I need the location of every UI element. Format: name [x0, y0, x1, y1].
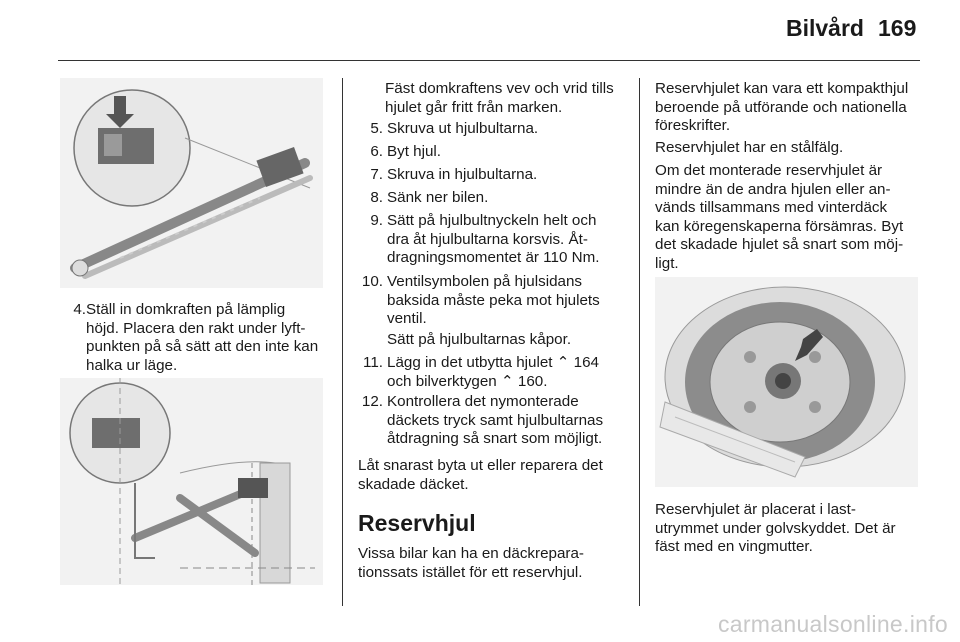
- spare-wheel-paragraph-3: [655, 162, 945, 273]
- column-divider-1: [342, 78, 343, 606]
- page-section-title: Bilvård: [786, 15, 864, 41]
- line: Kontrollera det nymonterade: [387, 393, 579, 410]
- line: Ställ in domkraften på lämplig: [86, 301, 286, 318]
- line: ventil.: [387, 310, 427, 327]
- line: föreskrifter.: [655, 117, 731, 134]
- section-intro-paragraph: [358, 545, 638, 582]
- line: halka ur läge.: [86, 356, 178, 374]
- spare-wheel-figure: [655, 277, 918, 487]
- line: Ventilsymbolen på hjulsidans: [387, 273, 583, 290]
- line: Om det monterade reservhjulet är: [655, 162, 883, 179]
- list-text: [86, 301, 318, 375]
- spare-wheel-paragraph-1: [655, 80, 945, 136]
- list-text: [387, 212, 599, 268]
- line: tionssats istället för ett reservhjul.: [358, 563, 583, 581]
- list-number: 11.: [363, 354, 383, 371]
- list-text: [387, 143, 441, 162]
- list-number: 5.: [370, 120, 383, 137]
- line: det skadade hjulet så snart som möj-: [655, 236, 904, 253]
- list-text: [387, 189, 488, 208]
- line: åtdragning så snart som möjligt.: [387, 430, 603, 447]
- line: Sätt på hjulbultnyckeln helt och: [387, 212, 597, 229]
- line: Skruva ut hjulbultarna.: [387, 120, 539, 137]
- spare-wheel-paragraph-4: [655, 501, 945, 557]
- jack-closeup-illustration-icon: [60, 78, 323, 288]
- watermark: carmanualsonline.info: [717, 611, 948, 637]
- list-text: [387, 120, 538, 139]
- list-text: [387, 331, 571, 350]
- list-number: 10.: [361, 273, 383, 290]
- list-number: 6.: [370, 143, 383, 160]
- column-divider-2: [639, 78, 640, 606]
- line: Skruva in hjulbultarna.: [387, 166, 538, 183]
- page-reference-line[interactable]: och bilverktygen ⌃ 160.: [387, 372, 548, 390]
- line: dra åt hjulbultarna korsvis. Åt-: [387, 230, 588, 248]
- page-number: 169: [878, 15, 917, 41]
- line: punkten på så sätt att den inte kan: [86, 338, 319, 355]
- line: skadade däcket.: [358, 475, 469, 493]
- line: vänds tillsammans med vinterdäck: [655, 199, 888, 216]
- list-text: [387, 393, 603, 449]
- line: dragningsmomentet är 110 Nm.: [387, 249, 600, 266]
- line: Reservhjulet kan vara ett kompakthjul: [655, 80, 909, 97]
- line: Vissa bilar kan ha en däckrepara-: [358, 545, 584, 562]
- list-number: 9.: [370, 212, 383, 229]
- line: baksida måste peka mot hjulets: [387, 291, 600, 309]
- step-continuation: [385, 80, 635, 117]
- list-number: 7.: [370, 166, 383, 183]
- jack-closeup-figure: [60, 78, 323, 288]
- page-reference-line[interactable]: Lägg in det utbytta hjulet ⌃ 164: [387, 354, 600, 371]
- list-number: 8.: [370, 189, 383, 206]
- line: utrymmet under golvskyddet. Det är: [655, 519, 896, 537]
- list-number: 4.: [73, 301, 86, 318]
- line: Fäst domkraftens vev och vrid tills: [385, 80, 614, 97]
- line: Byt hjul.: [387, 143, 442, 160]
- line: hjulet går fritt från marken.: [385, 98, 563, 116]
- line: kan köregenskaperna försämras. Byt: [655, 217, 904, 235]
- line: Låt snarast byta ut eller reparera det: [358, 457, 603, 474]
- line: höjd. Placera den rakt under lyft-: [86, 319, 306, 337]
- line: fäst med en vingmutter.: [655, 538, 813, 555]
- list-text: [387, 273, 600, 329]
- line: Sänk ner bilen.: [387, 189, 489, 206]
- section-heading: Reservhjul: [358, 510, 476, 536]
- line: mindre än de andra hjulen eller an-: [655, 180, 891, 198]
- line: beroende på utförande och nationella: [655, 98, 907, 116]
- jack-under-car-figure: [60, 378, 323, 585]
- note-paragraph: [358, 457, 638, 494]
- list-number: 12.: [361, 393, 383, 410]
- line: Reservhjulet är placerat i last-: [655, 501, 856, 518]
- line: Reservhjulet har en stålfälg.: [655, 139, 844, 156]
- line: Sätt på hjulbultarnas kåpor.: [387, 331, 572, 348]
- list-text: [387, 354, 599, 391]
- spare-wheel-paragraph-2: [655, 139, 945, 158]
- list-text: [387, 166, 537, 185]
- header-divider: [58, 60, 920, 61]
- line: däckets tryck samt hjulbultarnas: [387, 411, 604, 429]
- spare-wheel-illustration-icon: [655, 277, 918, 487]
- jack-under-car-illustration-icon: [60, 378, 323, 585]
- line: ligt.: [655, 254, 679, 272]
